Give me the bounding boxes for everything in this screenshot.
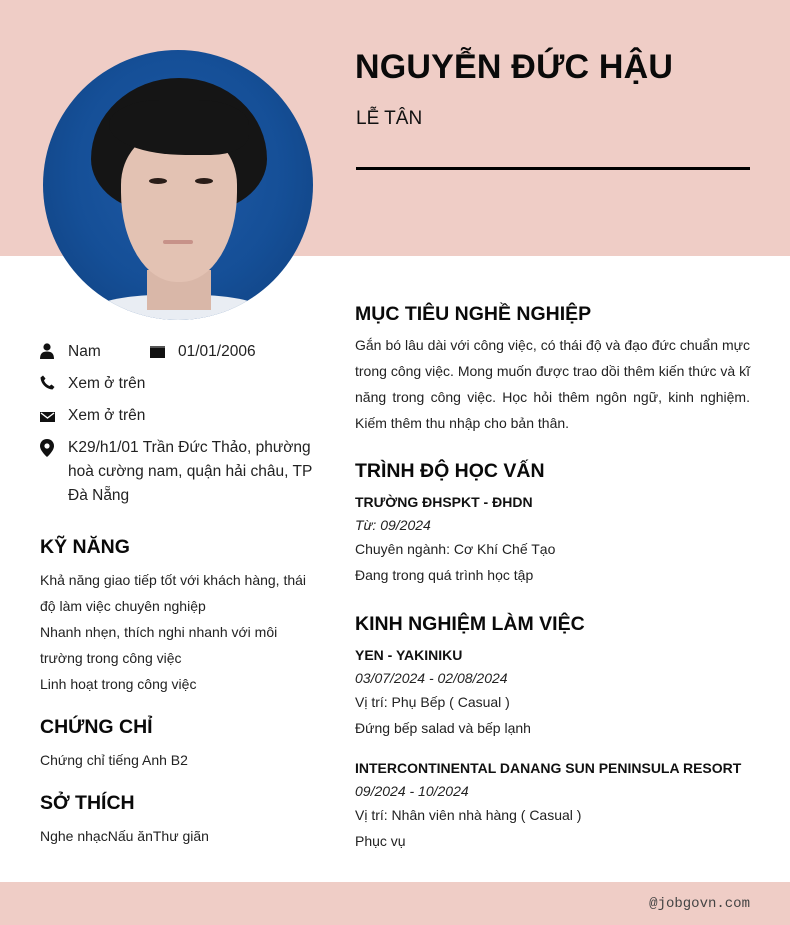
calendar-icon — [150, 343, 166, 359]
contact-phone — [40, 372, 145, 396]
job-company: YEN - YAKINIKU — [355, 647, 463, 663]
hobbies-text: Nghe nhạcNấu ănThư giãn — [40, 828, 209, 844]
skills-list — [40, 567, 315, 697]
job-description: Phục vụ — [355, 833, 406, 849]
school-name: TRƯỜNG ĐHSPKT - ĐHDN — [355, 494, 533, 510]
job-period: 09/2024 - 10/2024 — [355, 783, 469, 799]
contact-birthdate — [150, 340, 256, 364]
skill-item: Linh hoạt trong công việc — [40, 676, 197, 692]
birthdate-value: 01/01/2006 — [178, 343, 256, 360]
certificate-item: Chứng chỉ tiếng Anh B2 — [40, 752, 188, 768]
objective-title: MỤC TIÊU NGHỀ NGHIỆP — [355, 303, 592, 325]
job-company: INTERCONTINENTAL DANANG SUN PENINSULA RESORT — [355, 760, 742, 776]
email-icon — [40, 407, 56, 423]
job-position: Vị trí: Phụ Bếp ( Casual ) — [355, 694, 510, 710]
email-value: Xem ở trên — [68, 407, 146, 424]
skill-item: Khả năng giao tiếp tốt với khách hàng, thái độ làm việc chuyên nghiệp — [40, 572, 307, 614]
contact-email — [40, 404, 145, 428]
contact-address — [40, 436, 330, 508]
job-period: 03/07/2024 - 02/08/2024 — [355, 670, 508, 686]
education-period: Từ: 09/2024 — [355, 517, 431, 533]
skills-title: KỸ NĂNG — [40, 536, 130, 558]
education-major: Chuyên ngành: Cơ Khí Chế Tạo — [355, 541, 556, 557]
job-description: Đứng bếp salad và bếp lạnh — [355, 720, 531, 736]
education-status: Đang trong quá trình học tập — [355, 567, 534, 583]
photo-eye-right — [195, 178, 213, 184]
address-value: K29/h1/01 Trần Đức Thảo, phường hoà cường nam, quận hải châu, TP Đà Nẵng — [68, 439, 313, 504]
profile-photo — [43, 50, 313, 320]
contact-gender — [40, 340, 101, 364]
certificates-title: CHỨNG CHỈ — [40, 716, 153, 738]
footer-watermark: @jobgovn.com — [649, 896, 750, 912]
objective-text: Gắn bó lâu dài với công việc, có thái độ và đạo đức chuẩn mực trong công việc. Mong muốn được trao dồi thêm kiến thức và kĩ năng trong công việc. Học hỏi thêm ngôn ngữ, kinh nghiệm. Kiếm thêm thu nhập cho bản thân. — [355, 337, 750, 431]
candidate-name: NGUYỄN ĐỨC HẬU — [355, 48, 674, 86]
hobbies-title: SỞ THÍCH — [40, 792, 135, 814]
gender-value: Nam — [68, 343, 101, 360]
skill-item: Nhanh nhẹn, thích nghi nhanh với môi trường trong công việc — [40, 624, 278, 666]
phone-icon — [40, 375, 56, 391]
education-title: TRÌNH ĐỘ HỌC VẤN — [355, 460, 545, 482]
experience-title: KINH NGHIỆM LÀM VIỆC — [355, 613, 585, 635]
phone-value: Xem ở trên — [68, 375, 146, 392]
job-title: LỄ TÂN — [356, 108, 423, 129]
location-icon — [40, 439, 56, 455]
title-divider — [356, 167, 750, 170]
photo-mouth — [163, 240, 193, 244]
photo-eye-left — [149, 178, 167, 184]
user-icon — [40, 343, 56, 359]
job-position: Vị trí: Nhân viên nhà hàng ( Casual ) — [355, 807, 582, 823]
